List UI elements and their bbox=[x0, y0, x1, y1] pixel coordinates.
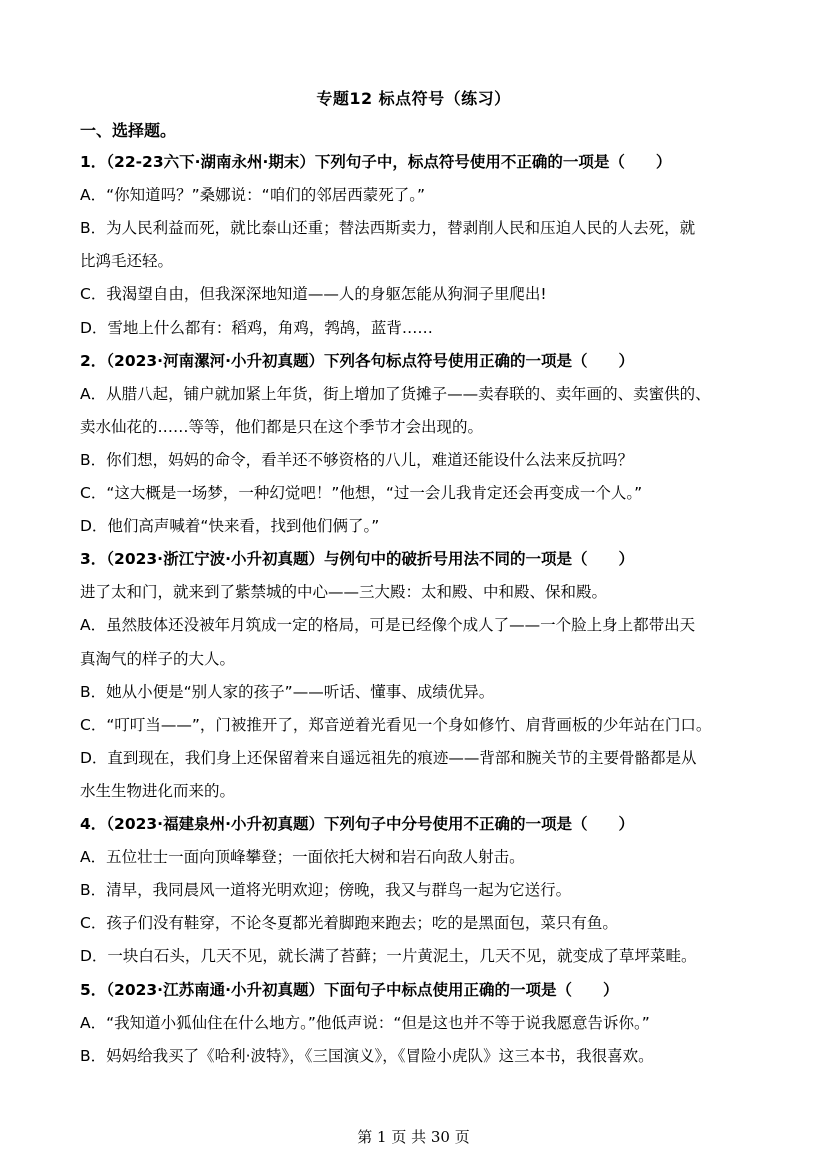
text-line: A．五位壮士一面向顶峰攀登；一面依托大树和岩石向敌人射击。 bbox=[80, 848, 525, 867]
text-line: A．从腊八起，铺户就加紧上年货，街上增加了货摊子——卖春联的、卖年画的、卖蜜供的、 bbox=[80, 384, 711, 403]
text-line: 进了太和门，就来到了紫禁城的中心——三大殿：太和殿、中和殿、保和殿。 bbox=[80, 583, 608, 602]
text-line: D．直到现在，我们身上还保留着来自遥远祖先的痕迹——背部和腕关节的主要骨骼都是从 bbox=[80, 748, 697, 767]
text-line: A．“你知道吗？”桑娜说：“咱们的邻居西蒙死了。” bbox=[80, 186, 425, 205]
text-line: D．一块白石头，几天不见，就长满了苔藓；一片黄泥土，几天不见，就变成了草坪菜畦。 bbox=[80, 947, 697, 966]
text-line: C．我渴望自由，但我深深地知道——人的身躯怎能从狗洞子里爬出! bbox=[80, 285, 547, 304]
text-line: 真淘气的样子的大人。 bbox=[80, 649, 236, 668]
text-line: B．为人民利益而死，就比泰山还重；替法西斯卖力，替剥削人民和压迫人民的人去死，就 bbox=[80, 219, 696, 238]
text-line: C．“这大概是一场梦，一种幻觉吧！”他想，“过一会儿我肯定还会再变成一个人。” bbox=[80, 484, 643, 502]
text-line: D．他们高声喊着“快来看，找到他们俩了。” bbox=[80, 517, 380, 536]
text-line: 卖水仙花的……等等，他们都是只在这个季节才会出现的。 bbox=[80, 417, 484, 436]
text-line: 水生生物进化而来的。 bbox=[80, 781, 236, 800]
question-stem: 5．（2023·江苏南通·小升初真题）下面句子中标点使用正确的一项是（ ） bbox=[80, 980, 619, 999]
text-line: D．雪地上什么都有：稻鸡，角鸡，鹁鸪，蓝背…… bbox=[80, 318, 433, 337]
text-line: 比鸿毛还轻。 bbox=[80, 252, 174, 271]
question-stem: 3．（2023·浙江宁波·小升初真题）与例句中的破折号用法不同的一项是（ ） bbox=[80, 550, 634, 569]
text-line: A．“我知道小狐仙住在什么地方。”他低声说：“但是这也并不等于说我愿意告诉你。” bbox=[80, 1013, 650, 1032]
question-stem: 4．（2023·福建泉州·小升初真题）下列句子中分号使用不正确的一项是（ ） bbox=[80, 815, 634, 833]
page-title: 专题12 标点符号（练习） bbox=[316, 89, 511, 108]
text-line: A．虽然肢体还没被年月筑成一定的格局，可是已经像个成人了——一个脸上身上都带出天 bbox=[80, 616, 696, 635]
text-line: C．孩子们没有鞋穿，不论冬夏都光着脚跑来跑去；吃的是黑面包，菜只有鱼。 bbox=[80, 914, 618, 933]
text-line: C．“叮叮当——”，门被推开了，郑音逆着光看见一个身如修竹、肩背画板的少年站在门口。 bbox=[80, 715, 712, 734]
question-stem: 1．（22-23六下·湖南永州·期末）下列句子中，标点符号使用不正确的一项是（ ） bbox=[80, 153, 672, 171]
text-line: B．你们想，妈妈的命令，看羊还不够资格的八儿，难道还能设什么法来反抗吗？ bbox=[80, 450, 634, 469]
text-line: B．她从小便是“别人家的孩子”——听话、懂事、成绩优异。 bbox=[80, 682, 495, 701]
page-footer: 第 1 页 共 30 页 bbox=[357, 1128, 470, 1146]
section-heading: 一、选择题。 bbox=[80, 121, 177, 140]
text-line: B．清早，我同晨风一道将光明欢迎；傍晚，我又与群鸟一起为它送行。 bbox=[80, 881, 572, 900]
text-line: B．妈妈给我买了《哈利·波特》，《三国演义》，《冒险小虎队》这三本书，我很喜欢。 bbox=[80, 1046, 654, 1065]
question-stem: 2．（2023·河南漯河·小升初真题）下列各句标点符号使用正确的一项是（ ） bbox=[80, 351, 634, 370]
